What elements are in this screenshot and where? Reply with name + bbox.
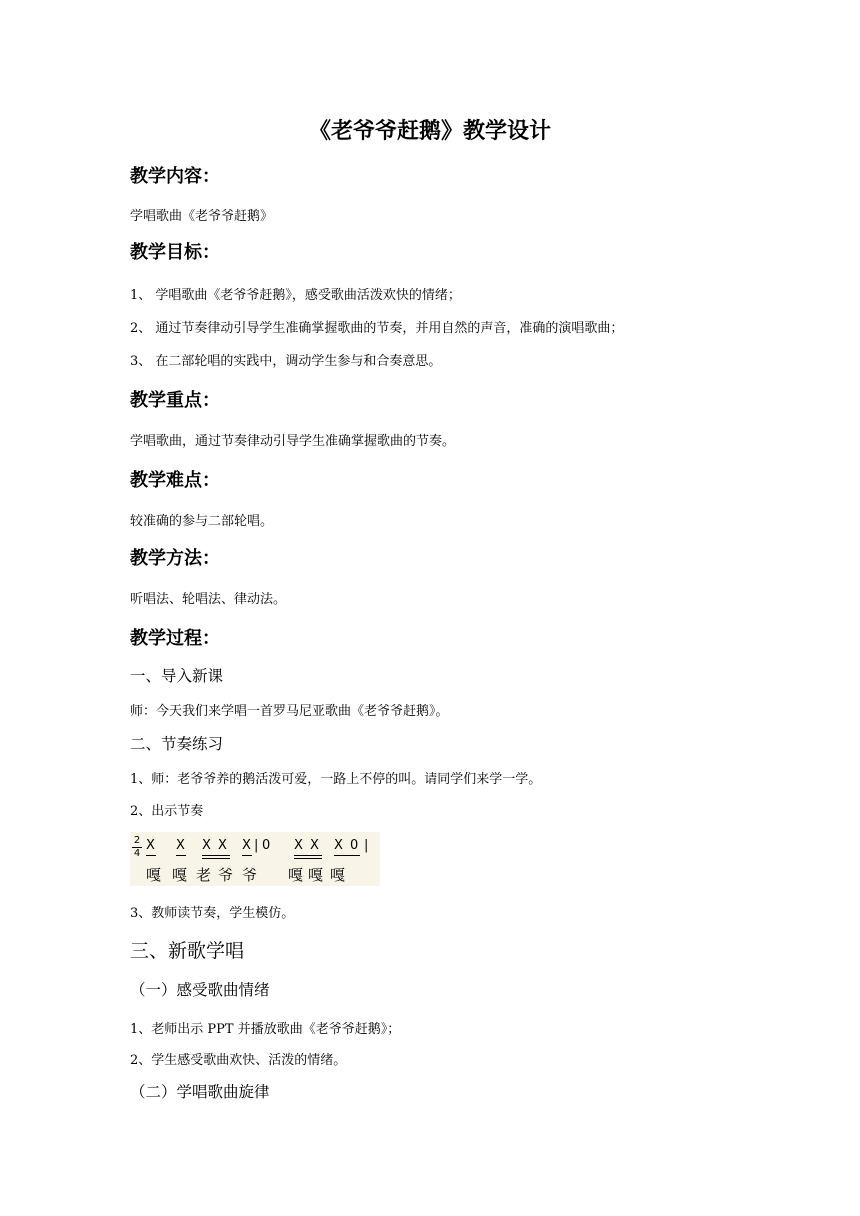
rhythm-note: X: [294, 838, 303, 853]
underline: [176, 855, 186, 856]
rhythm-note: 0: [350, 838, 359, 853]
subsection-item: 2、学生感受歌曲欢快、活泼的情绪。: [130, 1053, 347, 1068]
underline: [146, 855, 156, 856]
goals-heading: 教学目标：: [130, 242, 220, 263]
difficulty-text: 较准确的参与二部轮唱。: [130, 514, 274, 529]
subsection-title: （二）学唱歌曲旋律: [130, 1083, 270, 1101]
rhythm-lyric: 爷: [218, 866, 234, 884]
section-title: 一、导入新课: [130, 667, 224, 685]
goal-item: 1、 学唱歌曲《老爷爷赶鹅》，感受歌曲活泼欢快的情绪；: [130, 288, 461, 303]
content-text: 学唱歌曲《老爷爷赶鹅》: [130, 209, 274, 224]
key-text: 学唱歌曲，通过节奏律动引导学生准确掌握歌曲的节奏。: [130, 434, 456, 449]
rhythm-notation-image: [130, 832, 380, 886]
rhythm-note: X: [310, 838, 319, 853]
underline: [294, 858, 322, 859]
time-signature: 2 4: [133, 835, 141, 859]
rhythm-lyric: 嘎: [308, 866, 324, 884]
goal-item: 3、 在二部轮唱的实践中，调动学生参与和合奏意思。: [130, 354, 442, 369]
rhythm-lyric: 老: [196, 866, 212, 884]
rhythm-lyric: 嘎: [172, 866, 188, 884]
section-item: 1、师：老爷爷养的鹅活泼可爱，一路上不停的叫。请同学们来学一学。: [130, 772, 542, 787]
underline: [242, 855, 252, 856]
method-text: 听唱法、轮唱法、律动法。: [130, 592, 287, 607]
rhythm-lyric: 嘎: [146, 866, 162, 884]
section-title: 三、新歌学唱: [130, 940, 245, 962]
subsection-title: （一）感受歌曲情绪: [130, 981, 270, 999]
rhythm-note: X: [202, 838, 211, 853]
difficulty-heading: 教学难点：: [130, 470, 220, 491]
process-heading: 教学过程：: [130, 628, 220, 649]
rhythm-note: X: [218, 838, 227, 853]
barline: |: [364, 838, 369, 853]
page-title: 《老爷爷赶鹅》教学设计: [308, 118, 551, 144]
section-item: 3、教师读节奏，学生模仿。: [130, 906, 295, 921]
method-heading: 教学方法：: [130, 548, 220, 569]
rhythm-lyric: 嘎: [288, 866, 304, 884]
rhythm-lyric: 爷: [242, 866, 258, 884]
section-text: 师：今天我们来学唱一首罗马尼亚歌曲《老爷爷赶鹅》。: [130, 704, 449, 719]
rhythm-note: X: [146, 838, 155, 853]
subsection-item: 1、老师出示 PPT 并播放歌曲《老爷爷赶鹅》；: [130, 1022, 401, 1037]
content-heading: 教学内容：: [130, 166, 220, 187]
rhythm-note: X: [242, 838, 251, 853]
key-heading: 教学重点：: [130, 390, 220, 411]
rhythm-note: X: [334, 838, 343, 853]
underline: [202, 858, 230, 859]
barline: |: [254, 838, 259, 853]
underline: [294, 855, 322, 856]
goal-item: 2、 通过节奏律动引导学生准确掌握歌曲的节奏，并用自然的声音，准确的演唱歌曲；: [130, 321, 624, 336]
rhythm-note: 0: [262, 838, 271, 853]
rhythm-note: X: [176, 838, 185, 853]
rhythm-lyric: 嘎: [330, 866, 346, 884]
section-item: 2、出示节奏: [130, 804, 204, 819]
underline: [334, 855, 360, 856]
underline: [202, 855, 230, 856]
section-title: 二、节奏练习: [130, 735, 224, 753]
